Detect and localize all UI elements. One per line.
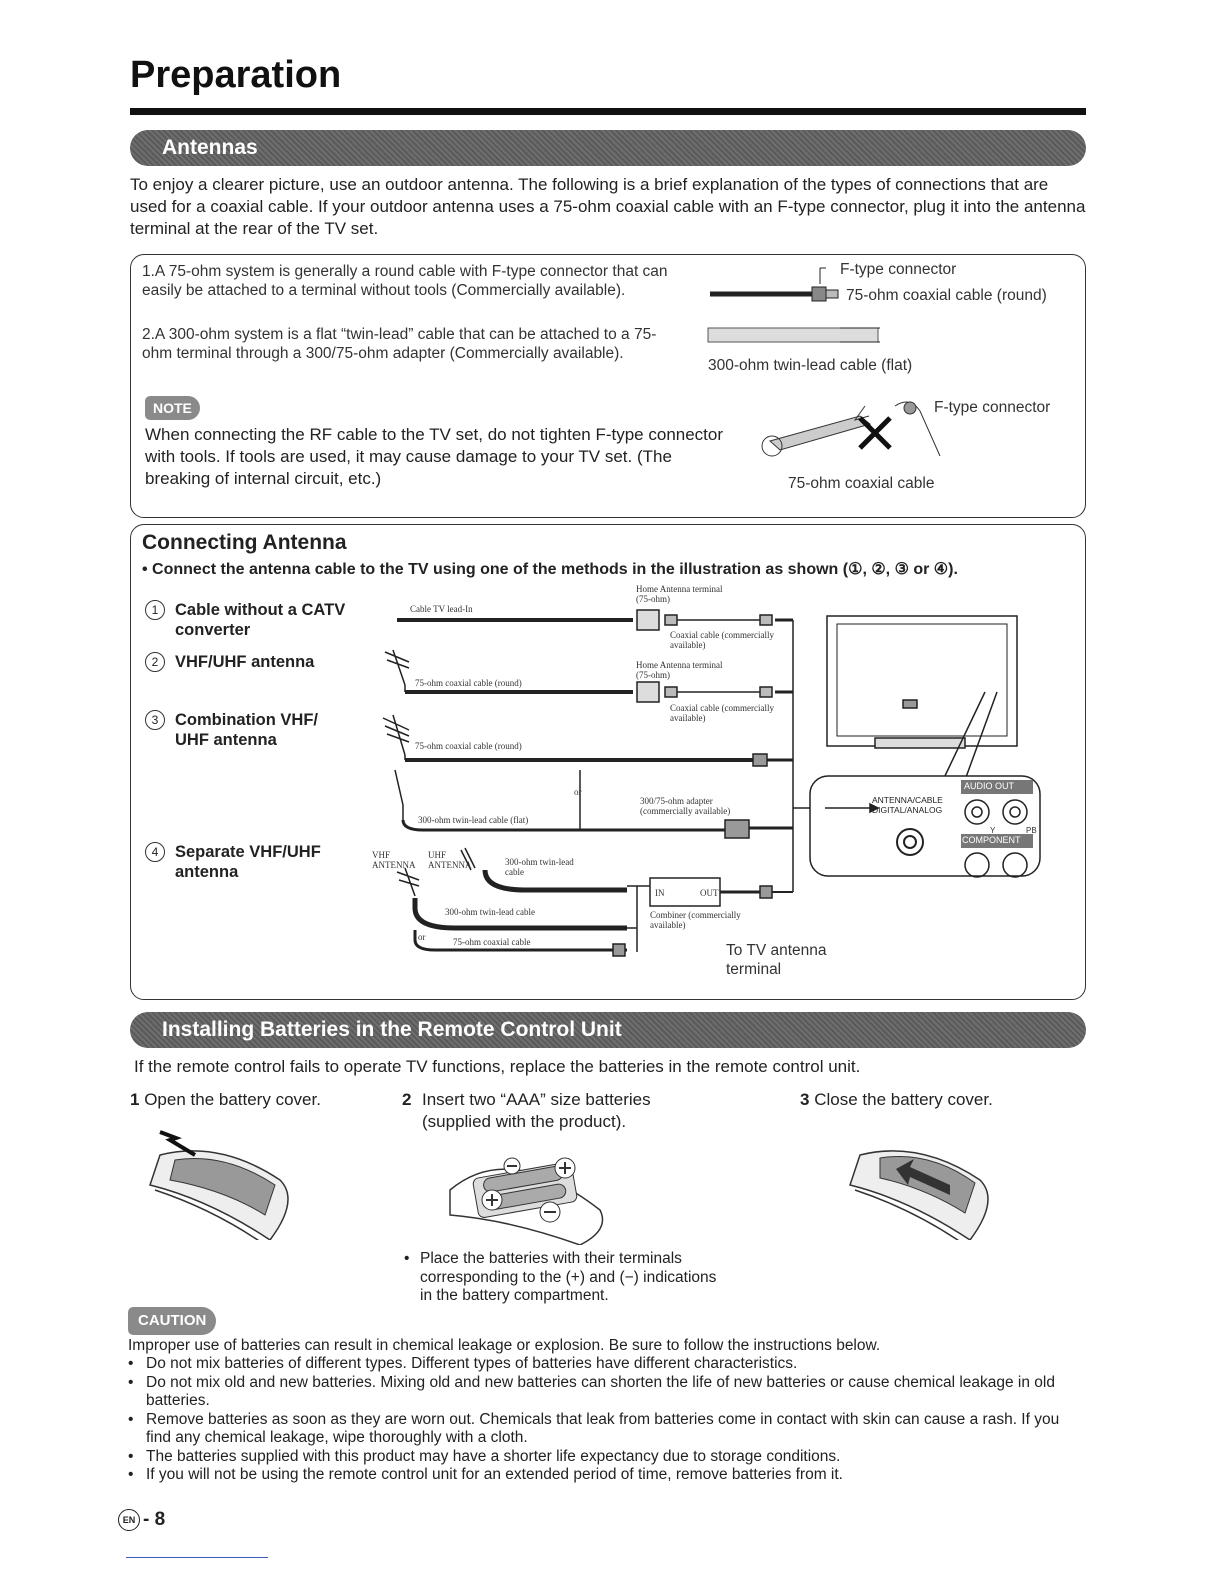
label-antenna-cable: ANTENNA/CABLE	[872, 795, 943, 805]
footer-rule	[126, 1557, 268, 1558]
tv-rear-illustration	[827, 616, 1017, 746]
vhf-antenna-shape	[397, 868, 419, 896]
connecting-instruction: • Connect the antenna cable to the TV using one of the methods in the illustration as shown (①, ②, ③ or ④).	[142, 561, 958, 578]
step-3-text: Close the battery cover.	[814, 1090, 993, 1109]
caution-item: • Remove batteries as soon as they are worn out. Chemicals that leak from batteries come in contact with skin can cause a rash. If you find any chemical leakage, wipe thoroughly with a cloth.	[128, 1410, 1060, 1446]
label-to-tv-terminal: To TV antenna terminal	[726, 942, 827, 978]
note-badge: NOTE	[145, 396, 200, 420]
label-or-2: or	[418, 932, 426, 942]
label-in: IN	[655, 888, 665, 898]
step-2-text: Insert two “AAA” size batteries (supplied with the product).	[422, 1090, 651, 1131]
method-1-number: 1	[145, 600, 165, 620]
antennas-intro: To enjoy a clearer picture, use an outdoor antenna. The following is a brief explanation of the types of connections that are used for a coaxial cable. If your outdoor antenna uses a 75-ohm coaxial cable with an F-type connector, plug it into the antenna terminal at the rear of the TV set.	[130, 175, 1086, 238]
step-3	[800, 1089, 1050, 1111]
label-75ohm-round: 75-ohm coaxial cable (round)	[846, 287, 1047, 304]
step-1-text: Open the battery cover.	[144, 1090, 321, 1109]
caution-item-text: If you will not be using the remote control unit for an extended period of time, remove batteries from it.	[146, 1466, 843, 1483]
method-3-number: 3	[145, 710, 165, 730]
antenna-item-1: 1.A 75-ohm system is generally a round cable with F-type connector that can easily be attached to a terminal without tools (Commercially available).	[142, 263, 668, 299]
method-4-label: Separate VHF/UHF antenna	[175, 843, 321, 881]
label-y: Y	[990, 826, 996, 835]
label-twin-lead-2: 300-ohm twin-lead cable	[445, 907, 535, 917]
label-pb: PB	[1026, 826, 1037, 835]
batteries-heading: Installing Batteries in the Remote Control Unit	[130, 1012, 1086, 1048]
step-1-number: 1	[130, 1090, 140, 1109]
remote-open-cover-illustration	[140, 1130, 310, 1240]
step-2-number: 2	[402, 1090, 412, 1109]
method-1-label: Cable without a CATV converter	[175, 601, 346, 639]
label-twin-lead: 300-ohm twin-lead cable	[505, 857, 574, 877]
step-3-number: 3	[800, 1090, 810, 1109]
caution-item: • The batteries supplied with this product may have a shorter life expectancy due to storage conditions.	[128, 1447, 841, 1465]
label-coax-2: Coaxial cable (commercially available)	[670, 703, 774, 723]
caution-item-text: Remove batteries as soon as they are worn out. Chemicals that leak from batteries come in contact with skin can cause a rash. If you find any chemical leakage, wipe thoroughly with a cloth.	[146, 1410, 1060, 1446]
note-text: When connecting the RF cable to the TV set, do not tighten F-type connector with tools. If tools are used, it may cause damage to your TV set. (The breaking of internal circuit, etc.)	[145, 425, 724, 488]
caution-item: • Do not mix old and new batteries. Mixing old and new batteries can shorten the life of new batteries or cause chemical leakage in old batteries.	[128, 1373, 1055, 1409]
label-300ohm-flat: 300-ohm twin-lead cable (flat)	[708, 357, 913, 374]
flat-cable-shape	[708, 328, 878, 342]
f-connector-shape	[812, 287, 826, 301]
label-home-antenna-2: Home Antenna terminal (75-ohm)	[636, 660, 723, 680]
batteries-intro: If the remote control fails to operate TV functions, replace the batteries in the remote control unit.	[134, 1057, 861, 1076]
page-number: - 8	[143, 1509, 166, 1530]
label-digital-analog: DIGITAL/ANALOG	[872, 805, 943, 815]
label-uhf: UHF ANTENNA	[428, 850, 472, 870]
method-4-number: 4	[145, 842, 165, 862]
label-audio-out: AUDIO OUT	[964, 781, 1015, 791]
method-2-label: VHF/UHF antenna	[175, 653, 315, 671]
method-2-number: 2	[145, 652, 165, 672]
step-2-bullet-text: Place the batteries with their terminals corresponding to the (+) and (−) indications in the battery compartment.	[420, 1250, 717, 1304]
label-ftype-1: F-type connector	[840, 261, 957, 278]
caution-item: • If you will not be using the remote control unit for an extended period of time, remove batteries from it.	[128, 1466, 843, 1483]
caution-list	[128, 1355, 1088, 1485]
label-out: OUT	[700, 888, 719, 898]
caution-badge: CAUTION	[128, 1307, 216, 1335]
combination-antenna-shape	[383, 715, 409, 755]
remote-close-cover-illustration	[840, 1130, 1010, 1240]
label-coax-round-2: 75-ohm coaxial cable (round)	[415, 741, 522, 751]
home-terminal-1	[637, 610, 659, 630]
caution-item: • Do not mix batteries of different types. Different types of batteries have different characteristics.	[128, 1355, 798, 1372]
method-1	[145, 600, 375, 640]
label-or-1: or	[574, 787, 582, 797]
home-terminal-2	[637, 682, 659, 702]
label-coax-round-1: 75-ohm coaxial cable (round)	[415, 678, 522, 688]
method-3	[145, 710, 375, 750]
vhf-uhf-antenna-shape	[385, 650, 409, 685]
method-2	[145, 652, 375, 672]
label-coax-1: Coaxial cable (commercially available)	[670, 630, 774, 650]
step-1	[130, 1089, 370, 1111]
label-75ohm-coax: 75-ohm coaxial cable	[788, 475, 935, 492]
caution-item-text: Do not mix old and new batteries. Mixing old and new batteries can shorten the life of new batteries or cause chemical leakage in old batteries.	[146, 1373, 1055, 1409]
caution-item-text: The batteries supplied with this product may have a shorter life expectancy due to storage conditions.	[146, 1447, 841, 1465]
connecting-instruction-text: Connect the antenna cable to the TV using one of the methods in the illustration as shown (①, ②, ③ or ④).	[152, 561, 958, 578]
label-component: COMPONENT	[962, 835, 1021, 845]
title-rule	[130, 108, 1086, 115]
wrench-illustration	[762, 402, 940, 456]
step-2	[402, 1089, 702, 1133]
label-twin-flat: 300-ohm twin-lead cable (flat)	[418, 815, 529, 825]
step-2-bullet: • Place the batteries with their terminals corresponding to the (+) and (−) indications in the battery compartment.	[404, 1250, 724, 1306]
label-ftype-2: F-type connector	[934, 399, 1051, 416]
method-3-label: Combination VHF/ UHF antenna	[175, 711, 318, 749]
label-home-antenna-1: Home Antenna terminal (75-ohm)	[636, 584, 723, 604]
label-adapter: 300/75-ohm adapter (commercially available)	[640, 796, 731, 816]
caution-intro: Improper use of batteries can result in chemical leakage or explosion. Be sure to follow the instructions below.	[128, 1337, 881, 1354]
connecting-heading: Connecting Antenna	[142, 531, 347, 554]
label-combiner: Combiner (commercially available)	[650, 910, 741, 930]
method-4	[145, 842, 375, 882]
remote-insert-batteries-illustration	[440, 1130, 610, 1245]
page-title: Preparation	[130, 54, 342, 96]
caution-item-text: Do not mix batteries of different types. Different types of batteries have different characteristics.	[146, 1355, 798, 1372]
label-vhf: VHF ANTENNA	[372, 850, 416, 870]
antenna-item-2: 2.A 300-ohm system is a flat “twin-lead” cable that can be attached to a 75-ohm terminal through a 300/75-ohm adapter (Commercially available).	[142, 326, 657, 362]
label-cable-tv: Cable TV lead-In	[410, 604, 473, 614]
language-badge: EN	[118, 1509, 140, 1531]
antennas-heading: Antennas	[130, 130, 1086, 166]
label-coax-3: 75-ohm coaxial cable	[453, 937, 531, 947]
